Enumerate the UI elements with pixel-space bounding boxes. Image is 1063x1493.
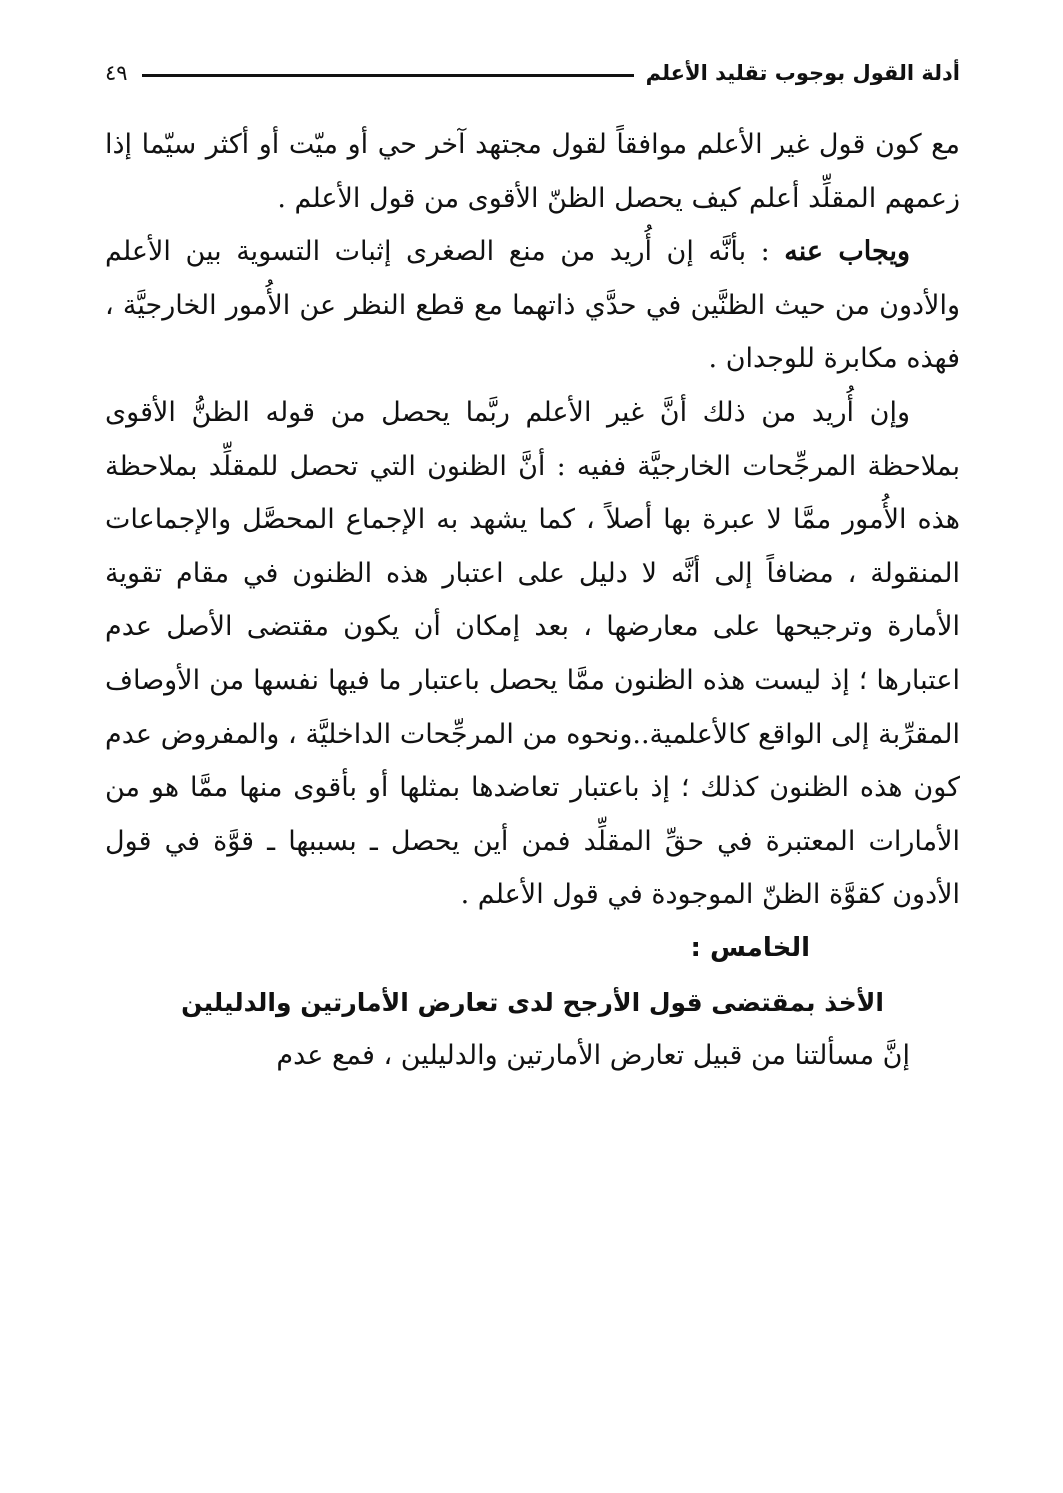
section-title: الأخذ بمقتضى قول الأرجح لدى تعارض الأمارتين والدليلين xyxy=(181,987,884,1017)
paragraph-2-lead: ويجاب عنه xyxy=(784,236,911,268)
paragraph-2-text: : بأنَّه إن أُريد من منع الصغرى إثبات التسوية بين الأعلم والأدون من حيث الظنَّين في حدَّي ذاتهما مع قطع النظر عن الأُمور الخارجيَّة ، فهذه مكابرة للوجدان . xyxy=(105,236,960,375)
body-text xyxy=(105,118,960,1083)
header-title: أدلة القول بوجوب تقليد الأعلم xyxy=(645,61,960,85)
running-header xyxy=(105,50,960,96)
paragraph-4: إنَّ مسألتنا من قبيل تعارض الأمارتين والدليلين ، فمع عدم xyxy=(276,1040,910,1072)
section-label: الخامس : xyxy=(690,932,810,963)
header-rule xyxy=(142,74,634,77)
paragraph-3: وإن أُريد من ذلك أنَّ غير الأعلم ربَّما يحصل من قوله الظنُّ الأقوى بملاحظة المرجِّحات الخارجيَّة ففيه : أنَّ الظنون التي تحصل للمقلِّد بملاحظة هذه الأُمور ممَّا لا عبرة بها أصلاً ، كما يشهد به الإجماع المحصَّل والإجماعات المنقولة ، مضافاً إلى أنَّه لا دليل على اعتبار هذه الظنون في مقام تقوية الأمارة وترجيحها على معارضها ، بعد إمكان أن يكون مقتضى الأصل عدم اعتبارها ؛ إذ ليست هذه الظنون ممَّا يحصل باعتبار ما فيها نفسها من الأوصاف المقرِّبة إلى الواقع كالأعلمية..ونحوه من المرجِّحات الداخليَّة ، والمفروض عدم كون هذه الظنون كذلك ؛ إذ باعتبار تعاضدها بمثلها أو بأقوى منها ممَّا هو من الأمارات المعتبرة في حقِّ المقلِّد فمن أين يحصل ـ بسببها ـ قوَّة في قول الأدون كقوَّة الظنّ الموجودة في قول الأعلم . xyxy=(105,396,960,911)
paragraph-1: مع كون قول غير الأعلم موافقاً لقول مجتهد آخر حي أو ميّت أو أكثر سيّما إذا زعمهم المقلِّد أعلم كيف يحصل الظنّ الأقوى من قول الأعلم . xyxy=(105,129,960,214)
paragraph-2 xyxy=(105,225,960,386)
page-number: ٤٩ xyxy=(105,61,128,85)
